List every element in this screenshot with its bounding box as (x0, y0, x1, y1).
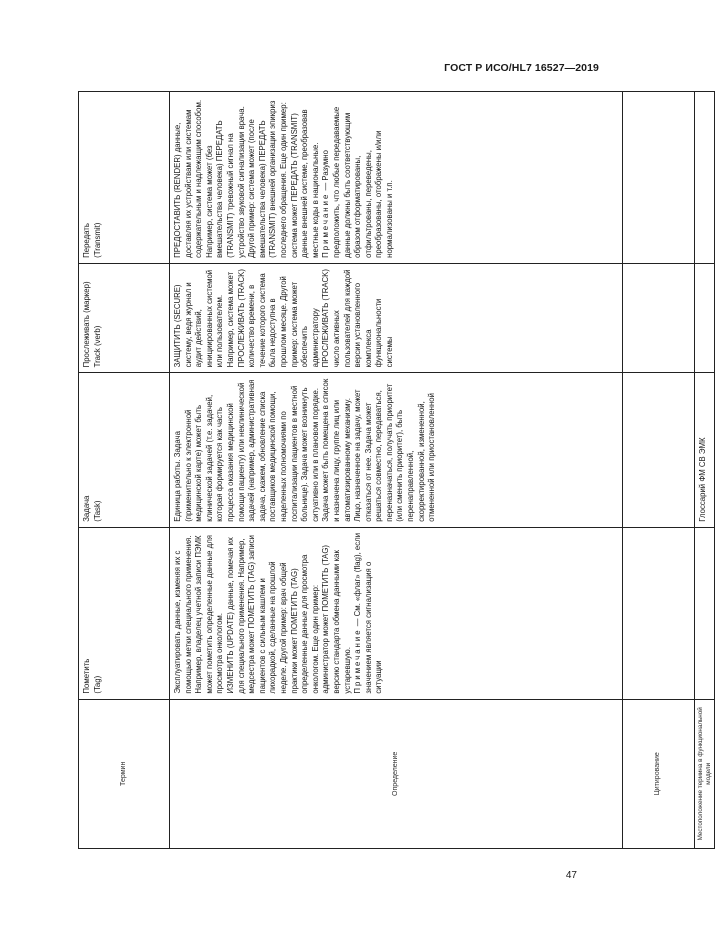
definition-cell (170, 263, 623, 373)
note-text: — См. «флаг» (flag), если значением является сигнализация о ситуации (353, 532, 384, 694)
citation-cell (623, 373, 695, 527)
document-header: ГОСТ Р ИСО/HL7 16527—2019 (444, 62, 599, 74)
terms-table (78, 91, 715, 849)
definition-paragraph: ПРЕДОСТАВИТЬ (RENDER) данные, доставляя их устройствам или системам содержательным и надлежащим способом. Например, система может (без вмешательства человека) ПЕРЕДАТЬ (TRANSMIT) тревожный сигнал на устройство звуковой сигнализации врача. Другой пример: система может (после вмешательства человека) ПЕРЕДАТЬ (TRANSMIT) внешней организации эпикриз последнего обращения. Еще один пример: система может ПЕРЕДАТЬ (TRANSMIT) данные внешней системе, преобразовав местные коды в национальные. (173, 100, 320, 258)
citation-cell (623, 92, 695, 264)
definition-cell (170, 373, 623, 527)
table-row (79, 92, 170, 849)
note-paragraph (321, 97, 395, 258)
term-cell: Прослеживать (маркер) Track (verb) (79, 263, 170, 373)
column-header-definition: Определение (170, 699, 623, 848)
definition-paragraph: Единица работы. Задача (применительно к электронной медицинской карте) может быть клинической задачей (т.е. задачей, которая формируется как часть процесса оказания медицинской помощи пациенту) или неклинической задачей (например, административная задача, скажем, обновление списка поставщиков медицинской помощи, наделенных полномочиями по госпитализации пациентов в местной больнице). Задача может возникнуть ситуативно или в плановом порядке. Задача может быть помещена в список и назначена лицу, группе лиц или автоматизированному механизму. Лицо, назначенное на задачу, может отказаться от нее. Задача может решаться совместно, передаваться, переназначаться, получать приоритет (или сменить приоритет), быть перенаправленной, скорректированной, измененной, отмененной или приостановленной (173, 378, 437, 522)
term-cell: Передать (Transmit) (79, 92, 170, 264)
page-number: 47 (565, 870, 577, 881)
citation-cell (623, 527, 695, 699)
definition-paragraph: ИЗМЕНИТЬ (UPDATE) данные, помечая их для специального применения. Например, медсестра может ПОМЕТИТЬ (TAG) записи пациентов с сильным кашлем и лихорадкой, сделанные на прошлой неделе. Другой пример: врач общей практики может ПОМЕТИТЬ (TAG) определенные данные для просмотра онкологом. Еще один пример: администратор может ПОМЕТИТЬ (TAG) версию стандарта обмена данными как устаревшую. (225, 535, 352, 694)
term-cell: Задача (Task) (79, 373, 170, 527)
citation-cell (623, 263, 695, 373)
table-row (695, 92, 715, 849)
definition-paragraph: Эксплуатировать данные, изменяя их с помощью метки специального применения. Например, владелец учетной записи ПЭМК может пометить определенные данные для просмотра онкологом. (173, 535, 225, 694)
term-cell: Пометить (Tag) (79, 527, 170, 699)
table-frame (78, 91, 712, 849)
location-cell (695, 92, 715, 264)
note-paragraph (353, 533, 385, 694)
definition-paragraph: ЗАЩИТИТЬ (SECURE) систему, ведя журнал и аудит действий, инициированных системой или пользователем. Например, система может ПРОСЛЕЖИВАТЬ (TRACK) количество времени, в течение которого система была недоступна в прошлом месяце. Другой пример: система может обеспечить администратору ПРОСЛЕЖИВАТЬ (TRACK) число активных пользователей для каждой версии установленного комплекса функциональности системы (173, 269, 394, 368)
table-row (170, 92, 623, 849)
table-row (623, 92, 695, 849)
note-text: — Разумно предположить, что любые передаваемые данные должны быть соответствующим образом отформатированы, отфильтрованы, переведены, преобразованы, отображены и/или нормализованы и т.п. (321, 106, 394, 258)
location-cell (695, 263, 715, 373)
column-header-term: Термин (79, 699, 170, 848)
definition-cell (170, 92, 623, 264)
column-header-location: Местоположение термина в функциональной модели (695, 699, 715, 848)
note-label: Примечание (353, 628, 363, 694)
note-label: Примечание (321, 192, 331, 258)
definition-cell (170, 527, 623, 699)
location-cell: Глоссарий ФМ СВ ЭМК (695, 373, 715, 527)
location-cell (695, 527, 715, 699)
rotated-table-container (78, 91, 712, 849)
column-header-citation: Цитирование (623, 699, 695, 848)
